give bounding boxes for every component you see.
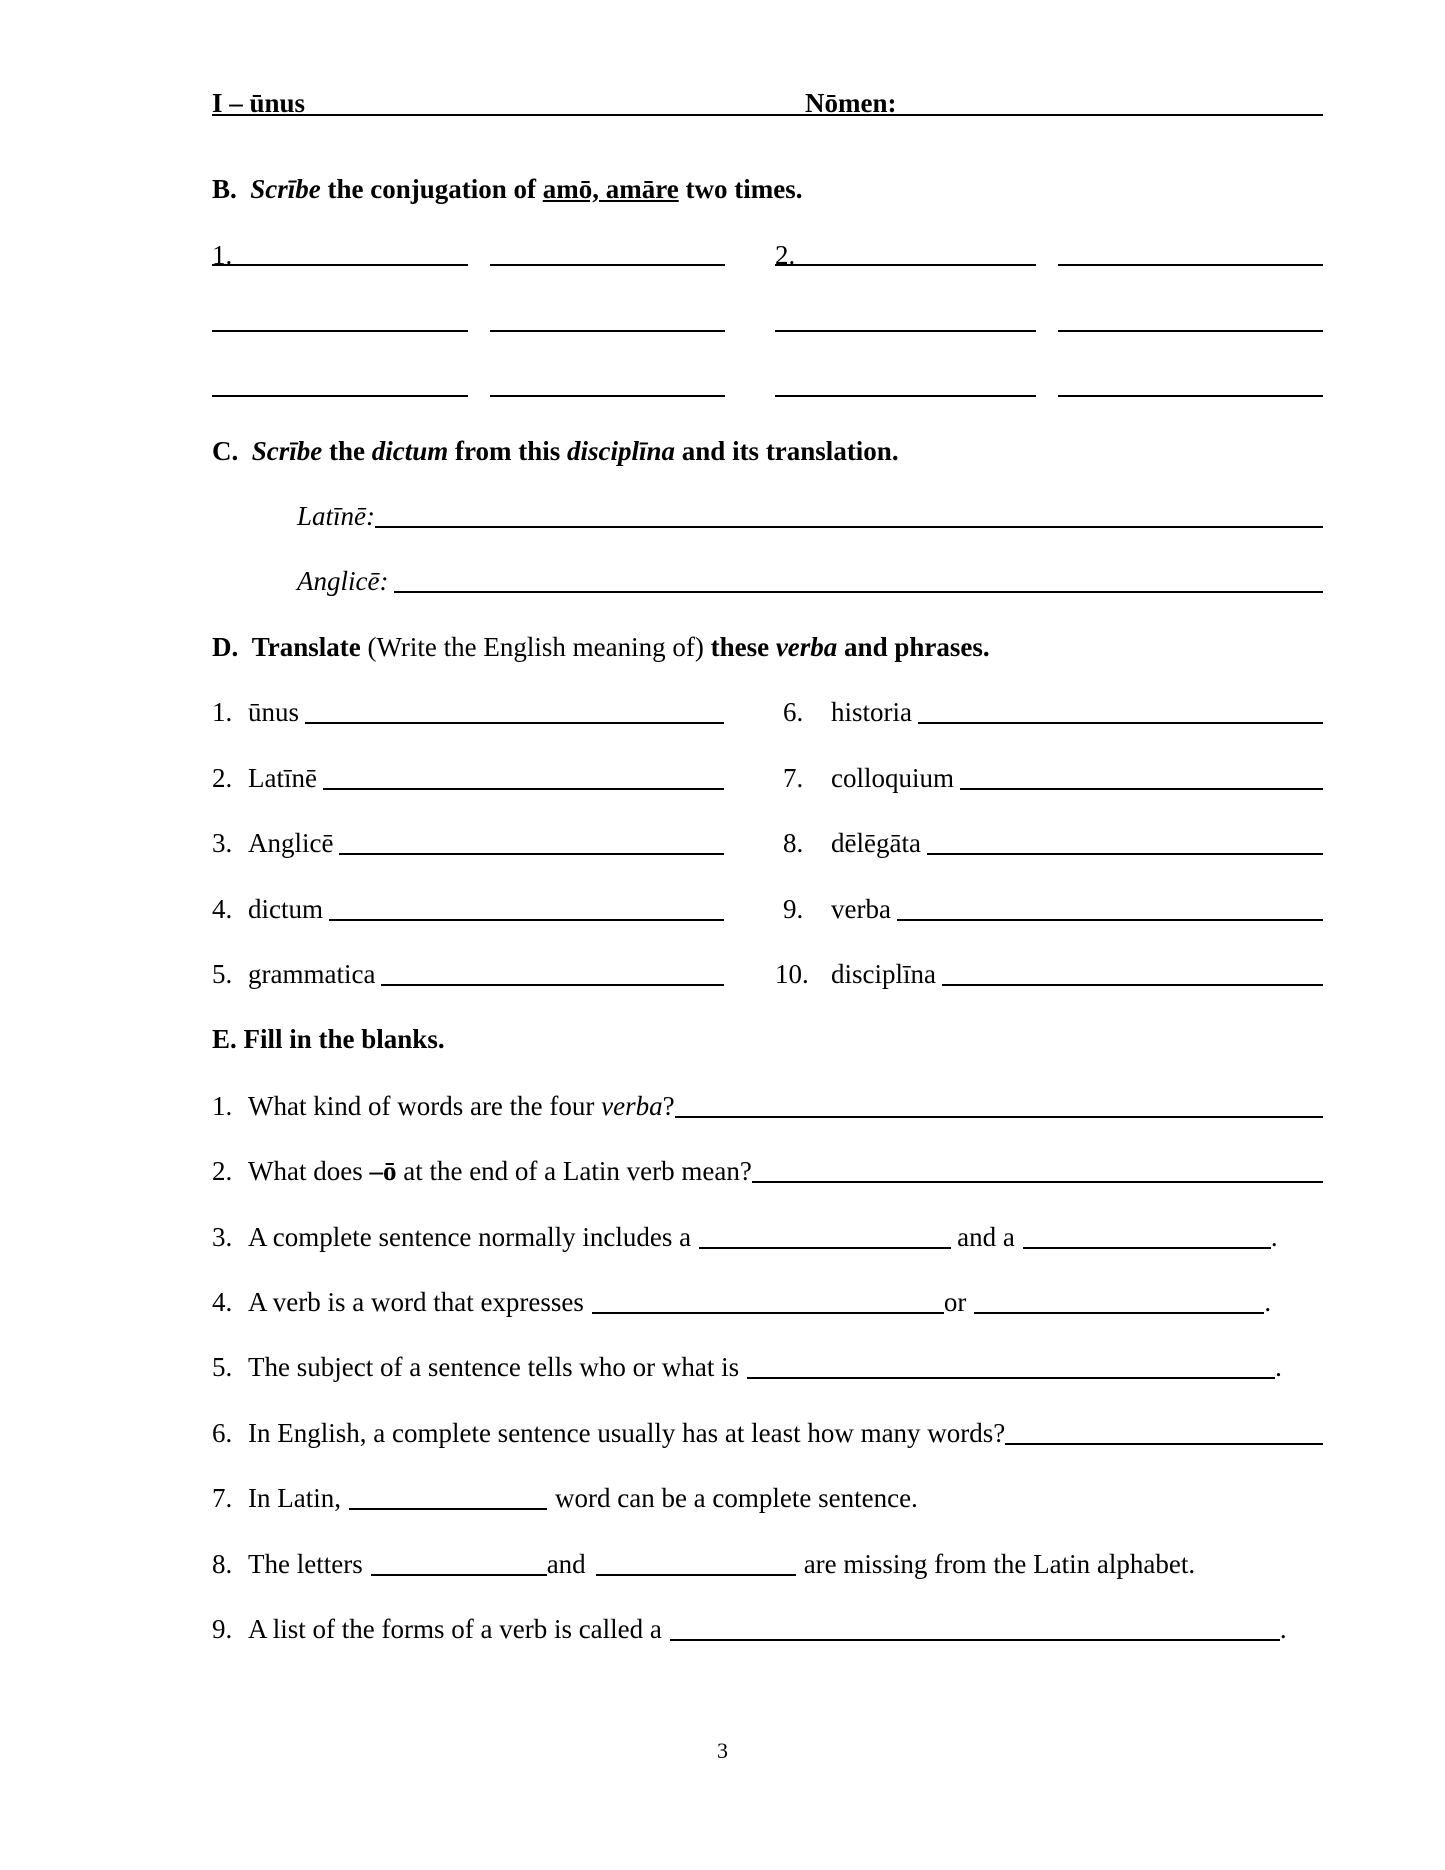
q3-blank-2[interactable] [1023, 1219, 1271, 1249]
q6-blank[interactable] [1005, 1415, 1323, 1445]
vocab-item [212, 758, 724, 794]
conj-blank-2a[interactable] [775, 264, 1036, 266]
phrases-text: and phrases. [844, 632, 990, 662]
vocab-word: grammatica [248, 959, 376, 989]
q4-text-b: or [943, 1287, 967, 1317]
q2-ending: –ō [369, 1156, 397, 1186]
conj-blank-3b[interactable] [490, 330, 725, 332]
vocab-num: 1. [212, 697, 233, 727]
question-2 [212, 1151, 1323, 1187]
question-num: 5. [212, 1352, 233, 1382]
vocab-word: disciplīna [831, 959, 936, 989]
question-num: 2. [212, 1156, 233, 1186]
vocab-word: dictum [248, 894, 323, 924]
vocab-word: Latīnē [248, 763, 317, 793]
section-b-heading [212, 174, 802, 205]
q7-blank[interactable] [349, 1480, 547, 1510]
q1-text: What kind of words are the four [248, 1091, 595, 1121]
q8-text-c: are missing from the Latin alphabet. [803, 1549, 1196, 1579]
vocab-blank[interactable] [323, 760, 724, 790]
conj-blank-4a[interactable] [775, 330, 1036, 332]
vocab-blank[interactable] [339, 825, 724, 855]
section-d-heading [212, 632, 990, 663]
conj-num-2: 2. [775, 240, 796, 270]
vocab-item [212, 889, 724, 925]
q9-text: A list of the forms of a verb is called a [248, 1614, 662, 1644]
question-3 [212, 1217, 1323, 1253]
vocab-word: Anglicē [248, 828, 334, 858]
lesson-title: I – ūnus [212, 88, 306, 118]
conj-blank-2b[interactable] [1058, 264, 1323, 266]
header-rule [212, 114, 1323, 116]
conj-blank-6a[interactable] [775, 395, 1036, 397]
section-d-letter: D. [212, 632, 239, 662]
q2-text-a: What does [248, 1156, 363, 1186]
question-num: 7. [212, 1483, 233, 1513]
page-number: 3 [717, 1738, 728, 1763]
vocab-item [212, 823, 724, 859]
vocab-num: 8. [783, 828, 804, 858]
question-1 [212, 1086, 1323, 1122]
conj-blank-6b[interactable] [1058, 395, 1323, 397]
section-e-heading: E. Fill in the blanks. [212, 1024, 445, 1054]
vocab-blank[interactable] [305, 694, 724, 724]
question-num: 8. [212, 1549, 233, 1579]
vocab-num: 6. [783, 697, 804, 727]
vocab-num: 10. [775, 959, 809, 989]
q4-blank-2[interactable] [974, 1284, 1264, 1314]
vocab-word: ūnus [248, 697, 300, 727]
times-text: two times. [685, 174, 803, 204]
q3-text-a: A complete sentence normally includes a [248, 1222, 692, 1252]
q8-blank-2[interactable] [596, 1546, 796, 1576]
question-6 [212, 1413, 1323, 1449]
verb-amo: amō, amāre [542, 174, 679, 204]
vocab-num: 2. [212, 763, 233, 793]
vocab-word: colloquium [831, 763, 954, 793]
q3-text-b: and a [957, 1222, 1015, 1252]
q4-text-a: A verb is a word that expresses [248, 1287, 584, 1317]
conj-blank-4b[interactable] [1058, 330, 1323, 332]
vocab-num: 9. [783, 894, 804, 924]
question-num: 6. [212, 1418, 233, 1448]
section-c-letter: C. [212, 436, 239, 466]
section-c-heading [212, 436, 899, 467]
latine-row [297, 496, 1323, 532]
vocab-item [212, 954, 724, 990]
question-num: 1. [212, 1091, 233, 1121]
question-num: 4. [212, 1287, 233, 1317]
q5-blank[interactable] [747, 1349, 1275, 1379]
these-word: these [710, 632, 770, 662]
vocab-word: historia [831, 697, 912, 727]
vocab-blank[interactable] [927, 825, 1323, 855]
q5-text: The subject of a sentence tells who or what is [248, 1352, 740, 1382]
conj-blank-3a[interactable] [212, 330, 468, 332]
q6-text: In English, a complete sentence usually has at least how many words? [248, 1418, 1006, 1448]
latine-field[interactable] [375, 498, 1323, 528]
vocab-num: 5. [212, 959, 233, 989]
q8-text-a: The letters [248, 1549, 363, 1579]
translation-text: and its translation. [681, 436, 899, 466]
question-9 [212, 1609, 1323, 1645]
vocab-item [783, 823, 1323, 859]
q4-period: . [1264, 1287, 1272, 1317]
dictum-word: dictum [371, 436, 449, 466]
q4-blank-1[interactable] [592, 1284, 944, 1314]
q5-period: . [1275, 1352, 1282, 1382]
name-label: Nōmen: [805, 88, 897, 118]
paren-text: (Write the English meaning of) [367, 632, 704, 662]
from-text: from this [455, 436, 561, 466]
translate-word: Translate [251, 632, 361, 662]
q9-period: . [1279, 1614, 1287, 1644]
q3-period: . [1270, 1222, 1278, 1252]
vocab-blank[interactable] [381, 956, 724, 986]
the-word: the [329, 436, 365, 466]
q9-blank[interactable] [670, 1611, 1280, 1641]
q8-blank-1[interactable] [371, 1546, 547, 1576]
vocab-item [783, 889, 1323, 925]
vocab-item [775, 954, 1323, 990]
conj-num-1: 1. [212, 240, 233, 270]
conj-blank-5b[interactable] [490, 395, 725, 397]
vocab-item [783, 692, 1323, 728]
q1-blank[interactable] [675, 1088, 1323, 1118]
anglice-row [297, 561, 1323, 597]
q1-qmark: ? [662, 1091, 675, 1121]
name-field[interactable] [905, 84, 1323, 114]
conjugation-text: the conjugation of [327, 174, 537, 204]
vocab-blank[interactable] [897, 891, 1323, 921]
conj-blank-5a[interactable] [212, 395, 468, 397]
vocab-num: 3. [212, 828, 233, 858]
scribe-word: Scrībe [251, 436, 323, 466]
question-4 [212, 1282, 1323, 1318]
vocab-blank[interactable] [942, 956, 1323, 986]
question-5 [212, 1347, 1323, 1383]
vocab-blank[interactable] [960, 760, 1323, 790]
latine-label: Latīnē: [297, 501, 375, 531]
anglice-field[interactable] [394, 563, 1323, 593]
conj-blank-1a[interactable] [212, 264, 468, 266]
anglice-label: Anglicē: [297, 566, 389, 596]
conj-blank-1b[interactable] [490, 264, 725, 266]
vocab-word: dēlēgāta [831, 828, 921, 858]
q3-blank-1[interactable] [699, 1219, 951, 1249]
question-num: 3. [212, 1222, 233, 1252]
vocab-item [783, 758, 1323, 794]
q2-text-c: at the end of a Latin verb mean? [403, 1156, 752, 1186]
vocab-blank[interactable] [329, 891, 724, 921]
question-8 [212, 1544, 1323, 1580]
question-7 [212, 1478, 1323, 1514]
q7-text-b: word can be a complete sentence. [554, 1483, 918, 1513]
vocab-num: 4. [212, 894, 233, 924]
q8-text-b: and [546, 1549, 586, 1579]
q2-blank[interactable] [752, 1153, 1323, 1183]
disciplina-word: disciplīna [567, 436, 676, 466]
vocab-blank[interactable] [918, 694, 1323, 724]
vocab-item [212, 692, 724, 728]
question-num: 9. [212, 1614, 233, 1644]
q1-verba: verba [601, 1091, 663, 1121]
verba-word: verba [775, 632, 838, 662]
vocab-num: 7. [783, 763, 804, 793]
section-b-letter: B. [212, 174, 237, 204]
q7-text-a: In Latin, [248, 1483, 341, 1513]
vocab-word: verba [831, 894, 891, 924]
scribe-word: Scrībe [250, 174, 321, 204]
